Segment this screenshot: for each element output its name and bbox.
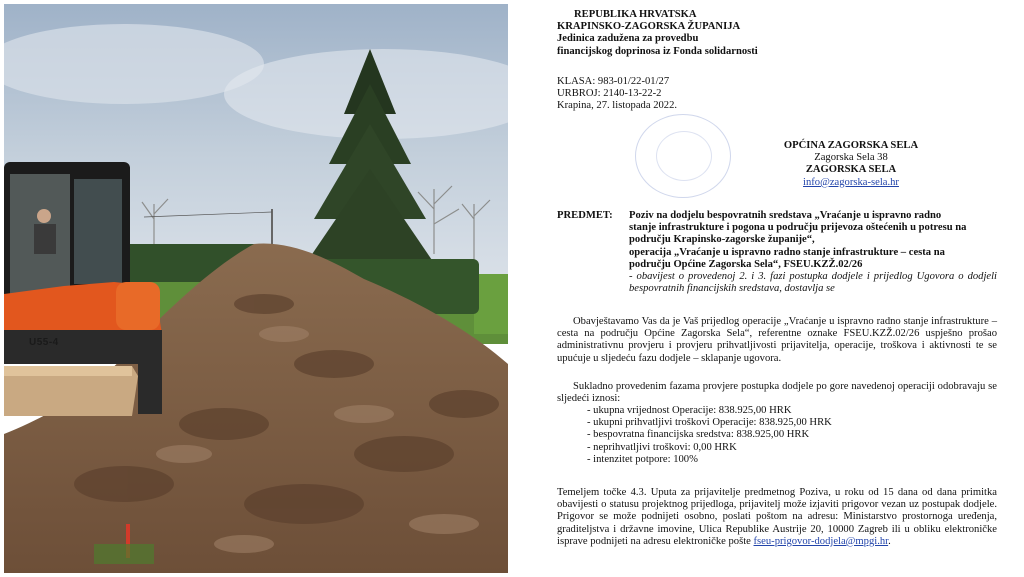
recipient-name: OPĆINA ZAGORSKA SELA xyxy=(783,140,919,151)
complaint-text: Temeljem točke 4.3. Uputa za prijavitelje predmetnog Poziva, u roku od 15 dana od dana primitka obavijesti o statusu projektnog prijedloga, prijavitelj može izjaviti prigovor vezan uz postupak dodjele. Prigovor se može podnijeti osobno, poslati poštom na adresu: Ministarstvo prostornoga uređenja, graditeljstva i državne imovine, Ulica Republike Austrije 20, 10000 Zagreb ili u obliku elektroničke isprave podnijeti na adresu elektroničke pošte xyxy=(557,487,997,547)
official-stamp xyxy=(635,114,731,198)
amount-item: - intenzitet potpore: 100% xyxy=(587,453,698,465)
machine-model-label: U55-4 xyxy=(29,337,59,348)
construction-site-image xyxy=(4,4,508,573)
recipient-city: ZAGORSKA SELA xyxy=(805,164,897,176)
construction-photo xyxy=(4,4,508,573)
klasa: KLASA: 983-01/22-01/27 xyxy=(557,76,670,87)
paragraph-notification: Obavještavamo Vas da je Vaš prijedlog operacije „Vraćanje u ispravno radno stanje infrastrukture – cesta na području Općine Zagorska Sela“, referentne oznake FSEU.KZŽ.02/26 uspješno prošao administrativnu provjeru i provjeru prihvatljivosti prijavitelja, operacije, troškova i aktivnosti te se upućuje u sljedeću fazu dodjele – sklapanje ugovora. xyxy=(557,316,997,364)
subject-line: području Općine Zagorska Sela“, FSEU.KZŽ.02/26 xyxy=(629,258,863,270)
amount-item: - ukupna vrijednost Operacije: 838.925,00 HRK xyxy=(587,405,792,416)
subject-line: području Krapinsko-zagorske županije“, xyxy=(629,234,815,246)
header-line: REPUBLIKA HRVATSKA xyxy=(574,9,697,20)
header-line: Jedinica zadužena za provedbu xyxy=(557,33,699,45)
complaint-end: . xyxy=(888,535,891,547)
reference-block xyxy=(557,76,677,113)
amount-item: - bespovratna financijska sredstva: 838.925,00 HRK xyxy=(587,429,810,441)
amount-item: - ukupni prihvatljivi troškovi Operacije: 838.925,00 HRK xyxy=(587,417,832,429)
urbroj: URBROJ: 2140-13-22-2 xyxy=(557,88,662,100)
subject-note: - obavijest o provedenoj 2. i 3. fazi postupka dodjele i prijedlog Ugovora o dodjeli bespovratnih financijskih sredstava, dostavlja se xyxy=(629,271,997,295)
subject-line: stanje infrastrukture i pogona u području prijevoza oštećenih u potresu na xyxy=(629,222,967,234)
official-letter xyxy=(520,0,1020,577)
subject-line: Poziv na dodjelu bespovratnih sredstava „Vraćanje u ispravno radno xyxy=(629,210,942,221)
amount-item: - neprihvatljivi troškovi: 0,00 HRK xyxy=(587,441,737,453)
letter-header xyxy=(557,9,758,58)
header-line: financijskog doprinosa iz Fonda solidarnosti xyxy=(557,45,758,57)
paragraph-complaint xyxy=(557,487,997,548)
header-line: KRAPINSKO-ZAGORSKA ŽUPANIJA xyxy=(557,21,741,33)
recipient-street: Zagorska Sela 38 xyxy=(814,152,888,164)
paragraph-amounts-intro: Sukladno provedenim fazama provjere postupka dodjele po gore navedenoj operaciji odobravaju se sljedeći iznosi: xyxy=(557,381,997,405)
amounts-list xyxy=(557,405,832,466)
subject-label: PREDMET: xyxy=(557,210,613,221)
subject-line: operacija „Vraćanje u ispravno radno stanje infrastrukture – cesta na xyxy=(629,246,945,258)
recipient-email-link[interactable]: info@zagorska-sela.hr xyxy=(803,176,899,188)
subject-text xyxy=(629,210,997,295)
complaint-email-link[interactable]: fseu-prigovor-dodjela@mpgi.hr xyxy=(753,535,889,547)
recipient-block xyxy=(733,140,969,189)
place-date: Krapina, 27. listopada 2022. xyxy=(557,100,678,112)
